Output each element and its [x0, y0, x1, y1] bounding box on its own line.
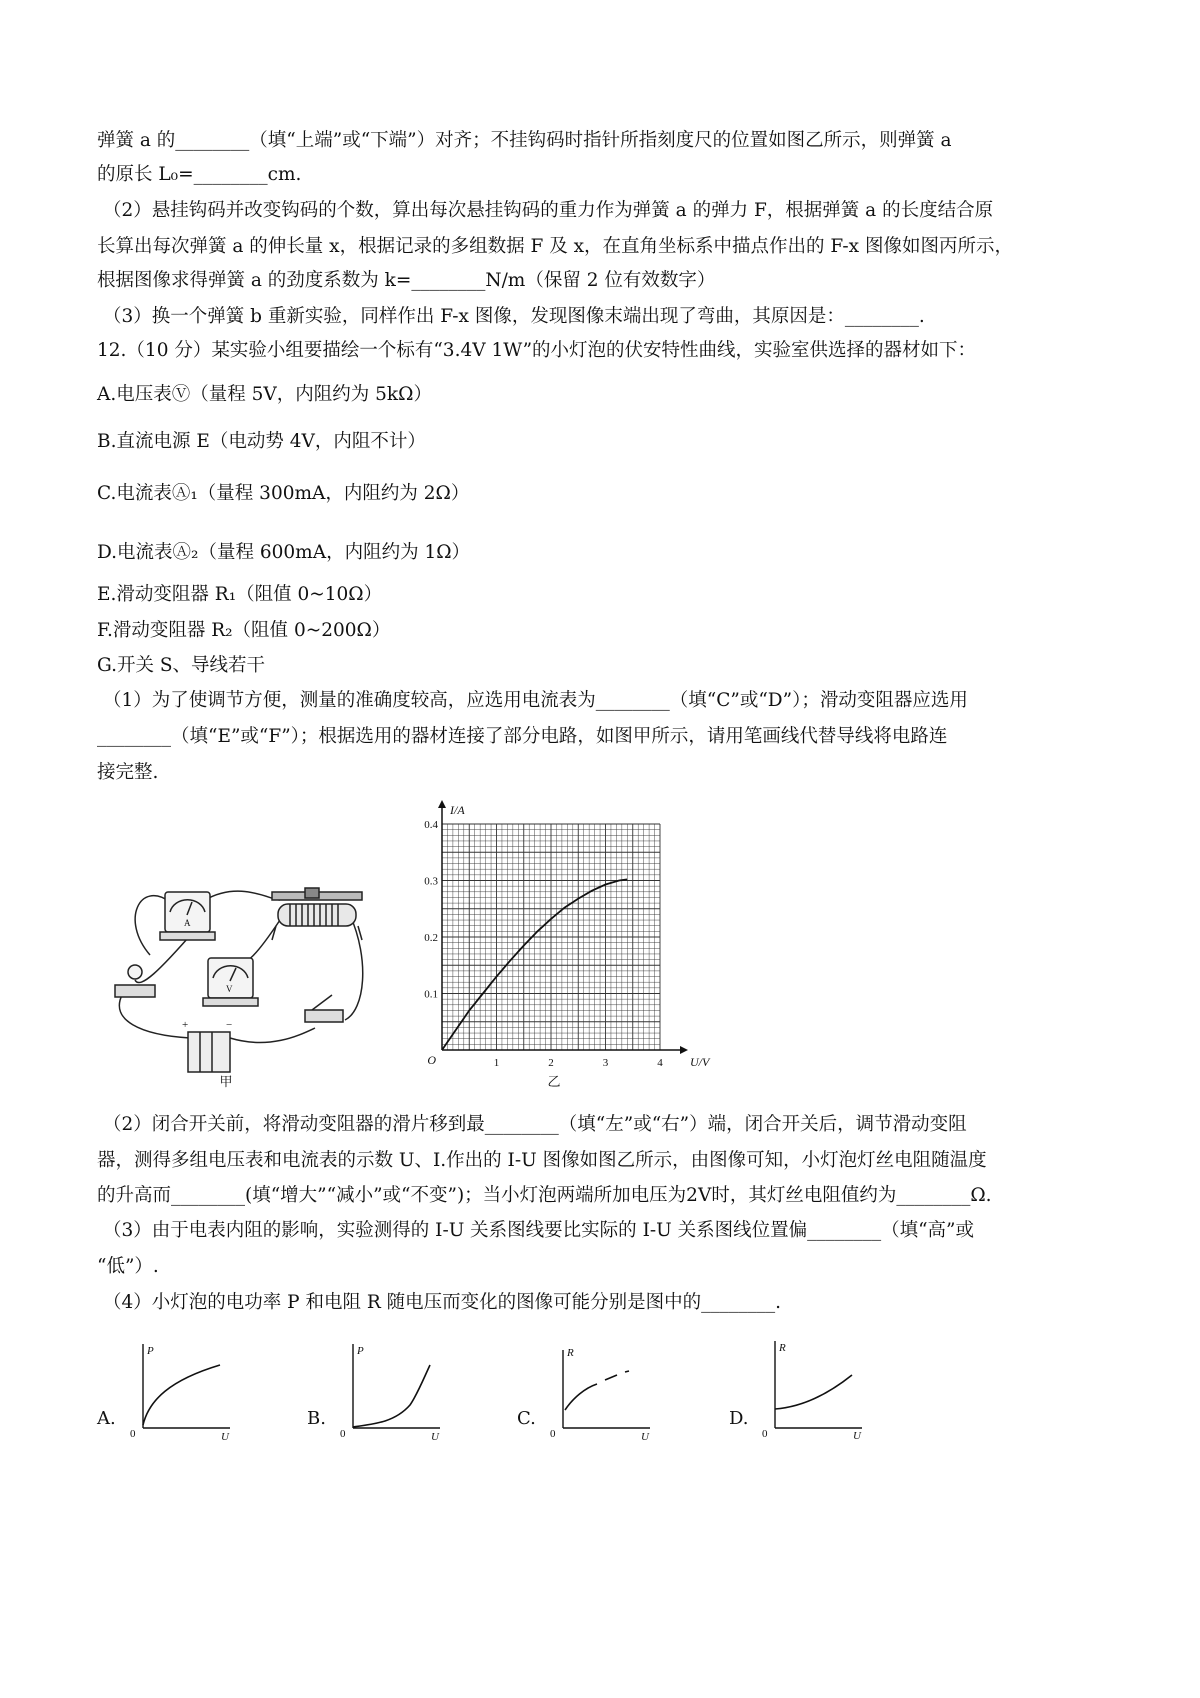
svg-text:0: 0 — [340, 1428, 346, 1440]
text-line: “低”）. — [97, 1256, 159, 1277]
battery-minus: − — [226, 1019, 233, 1031]
switch — [305, 995, 343, 1022]
text-line: （3）换一个弹簧 b 重新实验，同样作出 F-x 图像，发现图像末端出现了弯曲，其原因是：________. — [103, 306, 925, 327]
equipment-item-c: C.电流表Ⓐ₁（量程 300mA，内阻约为 2Ω） — [97, 483, 470, 504]
option-b-letter: B. — [307, 1408, 326, 1429]
equipment-item-a: A.电压表Ⓥ（量程 5V，内阻约为 5kΩ） — [97, 384, 432, 405]
x-axis-arrow — [680, 1046, 688, 1054]
svg-text:0: 0 — [550, 1428, 556, 1440]
text-line: 弹簧 a 的________（填“上端”或“下端”）对齐；不挂钩码时指针所指刻度尺的位置如图乙所示，则弹簧 a — [97, 130, 952, 151]
iu-chart — [424, 800, 748, 1090]
y-axis-arrow — [438, 800, 446, 808]
y-tick-label: 0.1 — [424, 988, 438, 1001]
ammeter-label: A — [184, 918, 191, 928]
svg-text:P: P — [147, 1345, 154, 1357]
text-line: （1）为了使调节方便，测量的准确度较高，应选用电流表为________（填“C”或“D”）；滑动变阻器应选用 — [103, 690, 968, 711]
option-a-letter: A. — [97, 1408, 116, 1429]
y-tick-label: 0.2 — [424, 932, 438, 944]
text-line: 的升高而________(填“增大”“减小”或“不变”)；当小灯泡两端所加电压为2V时，其灯丝电阻值约为________Ω. — [97, 1185, 992, 1206]
option-c-letter: C. — [517, 1408, 536, 1429]
ammeter — [160, 892, 215, 940]
question-12-heading: 12.（10 分）某实验小组要描绘一个标有“3.4V 1W”的小灯泡的伏安特性曲线，实验室供选择的器材如下： — [97, 340, 977, 361]
equipment-item-f: F.滑动变阻器 R₂（阻值 0~200Ω） — [97, 620, 391, 641]
text-line: 器，测得多组电压表和电流表的示数 U、I.作出的 I-U 图像如图乙所示，由图像可知，小灯泡灯丝电阻随温度 — [97, 1150, 987, 1171]
svg-text:R: R — [779, 1342, 786, 1354]
voltmeter-label: V — [226, 984, 233, 994]
y-tick-label: 0.4 — [424, 819, 438, 831]
x-tick-label: 1 — [493, 1057, 500, 1069]
equipment-item-g: G.开关 S、导线若干 — [97, 655, 266, 676]
y-axis-label: I/A — [450, 803, 465, 817]
equipment-item-d: D.电流表Ⓐ₂（量程 600mA，内阻约为 1Ω） — [97, 542, 471, 563]
x-tick-label: 4 — [657, 1057, 663, 1069]
equipment-item-e: E.滑动变阻器 R₁（阻值 0~10Ω） — [97, 584, 383, 605]
origin-label: O — [427, 1053, 436, 1067]
svg-text:0: 0 — [130, 1428, 136, 1440]
svg-text:U: U — [221, 1431, 229, 1443]
circuit-caption: 甲 — [219, 1074, 233, 1089]
x-tick-label: 2 — [548, 1057, 554, 1069]
option-d-graph — [757, 1335, 867, 1440]
svg-text:P: P — [357, 1345, 364, 1357]
text-line: （2）闭合开关前，将滑动变阻器的滑片移到最________（填“左”或“右”）端，闭合开关后，调节滑动变阻 — [103, 1114, 967, 1135]
x-tick-label: 3 — [602, 1057, 609, 1069]
svg-text:U: U — [853, 1430, 861, 1442]
text-line: （3）由于电表内阻的影响，实验测得的 I-U 关系图线要比实际的 I-U 关系图线位置偏________（填“高”或 — [103, 1220, 975, 1241]
battery-plus: + — [182, 1019, 189, 1031]
option-c-graph — [545, 1340, 655, 1443]
option-b-graph — [335, 1340, 445, 1443]
option-a-graph — [125, 1340, 235, 1443]
svg-text:R: R — [567, 1347, 574, 1359]
text-line: 根据图像求得弹簧 a 的劲度系数为 k=________N/m（保留 2 位有效数字） — [97, 270, 716, 291]
option-d-letter: D. — [729, 1408, 749, 1429]
svg-text:0: 0 — [762, 1428, 768, 1440]
y-tick-label: 0.3 — [424, 875, 438, 888]
voltmeter — [203, 958, 258, 1006]
text-line: （2）悬挂钩码并改变钩码的个数，算出每次悬挂钩码的重力作为弹簧 a 的弹力 F，根据弹簧 a 的长度结合原 — [103, 200, 994, 221]
text-line: 长算出每次弹簧 a 的伸长量 x，根据记录的多组数据 F 及 x，在直角坐标系中描点作出的 F-x 图像如图丙所示， — [97, 236, 1013, 257]
text-line: 接完整. — [97, 762, 159, 783]
rheostat — [272, 888, 362, 940]
svg-text:U: U — [431, 1431, 439, 1443]
equipment-item-b: B.直流电源 E（电动势 4V，内阻不计） — [97, 431, 426, 452]
svg-text:U: U — [641, 1431, 649, 1443]
circuit-figure — [100, 860, 400, 1089]
x-axis-label: U/V — [690, 1055, 710, 1069]
text-line: （4）小灯泡的电功率 P 和电阻 R 随电压而变化的图像可能分别是图中的________. — [103, 1292, 782, 1313]
text-line: ________（填“E”或“F”）；根据选用的器材连接了部分电路，如图甲所示，请用笔画线代替导线将电路连 — [97, 726, 948, 747]
battery — [188, 1032, 230, 1072]
text-line: 的原长 L₀=________cm. — [97, 164, 302, 185]
chart-caption: 乙 — [547, 1074, 561, 1089]
